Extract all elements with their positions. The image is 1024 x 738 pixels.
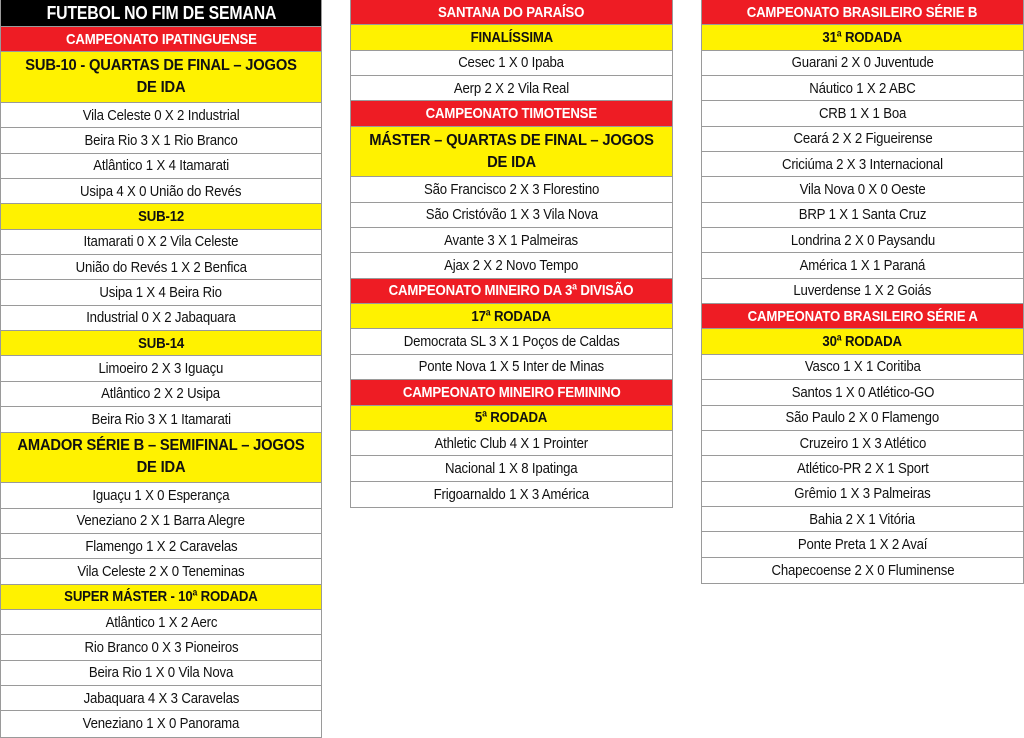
match-row-text: Ponte Nova 1 X 5 Inter de Minas (418, 358, 605, 376)
match-row-text: Jabaquara 4 X 3 Caravelas (83, 689, 239, 707)
match-row (702, 532, 1023, 557)
competition-header (351, 380, 672, 405)
match-row (1, 230, 321, 255)
round-header (1, 331, 321, 356)
match-row-text: Atlântico 2 X 2 Usipa (101, 385, 221, 403)
match-row (351, 355, 672, 380)
match-row (351, 51, 672, 76)
match-row-text: Atlântico 1 X 4 Itamarati (93, 157, 229, 175)
match-row-text: BRP 1 X 1 Santa Cruz (798, 206, 927, 224)
match-row-text: União do Revés 1 X 2 Benfica (75, 258, 247, 276)
match-row-text: São Francisco 2 X 3 Florestino (423, 181, 600, 199)
match-row (702, 177, 1023, 202)
competition-header-text: CAMPEONATO BRASILEIRO SÉRIE B (747, 3, 978, 21)
match-row (1, 128, 321, 153)
match-row-text: Beira Rio 1 X 0 Vila Nova (88, 664, 234, 682)
round-header-text: FINALÍSSIMA (470, 29, 553, 47)
match-row-text: Veneziano 1 X 0 Panorama (82, 715, 240, 733)
match-row-text: Ajax 2 X 2 Novo Tempo (444, 257, 579, 275)
match-row (1, 407, 321, 432)
round-header (702, 329, 1023, 354)
match-row-text: Democrata SL 3 X 1 Poços de Caldas (403, 333, 620, 351)
match-row-text: América 1 X 1 Paraná (799, 257, 926, 275)
match-row-text: Rio Branco 0 X 3 Pioneiros (84, 638, 238, 656)
competition-header-text: CAMPEONATO TIMOTENSE (425, 105, 598, 123)
match-row-text: Veneziano 2 X 1 Barra Alegre (76, 512, 246, 530)
match-row-text: Luverdense 1 X 2 Goiás (793, 282, 932, 300)
match-row (702, 380, 1023, 405)
match-row-text: Athletic Club 4 X 1 Prointer (434, 434, 589, 452)
competition-header (702, 304, 1023, 329)
match-row-text: Usipa 1 X 4 Beira Rio (99, 284, 223, 302)
round-header-text: SUB-14 (138, 334, 184, 352)
match-row (1, 356, 321, 381)
round-header (351, 304, 672, 329)
match-row (351, 177, 672, 202)
competition-header (351, 279, 672, 304)
match-row (1, 686, 321, 711)
match-row-text: Ceará 2 X 2 Figueirense (792, 130, 933, 148)
round-header-text: SUPER MÁSTER - 10ª RODADA (64, 588, 258, 606)
match-row-text: Londrina 2 X 0 Paysandu (790, 231, 935, 249)
match-row (702, 152, 1023, 177)
match-row (1, 154, 321, 179)
round-header-text: 17ª RODADA (471, 307, 552, 325)
match-row-text: Grêmio 1 X 3 Palmeiras (794, 485, 931, 503)
round-header (1, 433, 321, 484)
match-row (351, 482, 672, 507)
match-row-text: Santos 1 X 0 Atlético-GO (791, 383, 934, 401)
match-row-text: CRB 1 X 1 Boa (818, 105, 907, 123)
round-header-text: MÁSTER – QUARTAS DE FINAL – JOGOS DE IDA (369, 131, 654, 171)
match-row (1, 483, 321, 508)
round-header (1, 204, 321, 229)
match-row-text: São Cristóvão 1 X 3 Vila Nova (425, 206, 598, 224)
match-row (702, 406, 1023, 431)
competition-header (351, 101, 672, 126)
column-ipatinguense (0, 0, 322, 738)
match-row-text: Industrial 0 X 2 Jabaquara (86, 309, 236, 327)
competition-header-text: CAMPEONATO IPATINGUENSE (65, 30, 257, 48)
match-row-text: Criciúma 2 X 3 Internacional (782, 155, 943, 173)
page-title (1, 0, 321, 27)
round-header-text: 31ª RODADA (822, 29, 903, 47)
match-row (351, 253, 672, 278)
match-row-text: Bahia 2 X 1 Vitória (809, 510, 916, 528)
match-row (702, 431, 1023, 456)
round-header (1, 585, 321, 610)
match-row-text: Beira Rio 3 X 1 Rio Branco (84, 132, 238, 150)
competition-header-text: CAMPEONATO BRASILEIRO SÉRIE A (747, 307, 978, 325)
round-header (702, 25, 1023, 50)
match-row-text: Beira Rio 3 X 1 Itamarati (91, 410, 231, 428)
match-row-text: Nacional 1 X 8 Ipatinga (445, 459, 578, 477)
match-row (1, 306, 321, 331)
match-row-text: Náutico 1 X 2 ABC (809, 79, 916, 97)
round-header (351, 406, 672, 431)
competition-header-text: SANTANA DO PARAÍSO (438, 3, 585, 21)
match-row (1, 280, 321, 305)
match-row-text: Frigoarnaldo 1 X 3 América (433, 485, 590, 503)
match-row (1, 711, 321, 736)
page-title-text: FUTEBOL NO FIM DE SEMANA (46, 2, 276, 23)
match-row-text: Guarani 2 X 0 Juventude (791, 54, 934, 72)
round-header (1, 52, 321, 103)
round-header (351, 127, 672, 178)
match-row (1, 382, 321, 407)
match-row-text: Aerp 2 X 2 Vila Real (453, 79, 570, 97)
match-row-text: Chapecoense 2 X 0 Fluminense (771, 561, 954, 579)
match-row-text: Atlético-PR 2 X 1 Sport (796, 459, 929, 477)
match-row (1, 509, 321, 534)
match-row (702, 127, 1023, 152)
match-row (702, 507, 1023, 532)
match-row (351, 431, 672, 456)
match-row (1, 534, 321, 559)
round-header-text: AMADOR SÉRIE B – SEMIFINAL – JOGOS DE IDA (17, 437, 305, 477)
match-row (351, 203, 672, 228)
match-row (1, 103, 321, 128)
competition-header (351, 0, 672, 25)
match-row-text: São Paulo 2 X 0 Flamengo (785, 409, 940, 427)
match-row (1, 179, 321, 204)
competition-header-text: CAMPEONATO MINEIRO FEMININO (402, 383, 621, 401)
match-row (702, 228, 1023, 253)
match-row (1, 661, 321, 686)
match-row (702, 253, 1023, 278)
match-row (1, 255, 321, 280)
match-row-text: Iguaçu 1 X 0 Esperança (92, 486, 230, 504)
match-row (702, 279, 1023, 304)
match-row-text: Cruzeiro 1 X 3 Atlético (799, 434, 926, 452)
match-row (1, 559, 321, 584)
round-header-text: 5ª RODADA (475, 409, 548, 427)
round-header-text: SUB-10 - QUARTAS DE FINAL – JOGOS DE IDA (25, 57, 297, 97)
match-row (702, 482, 1023, 507)
competition-header (1, 27, 321, 52)
round-header-text: SUB-12 (138, 208, 184, 226)
match-row-text: Itamarati 0 X 2 Vila Celeste (83, 233, 239, 251)
round-header-text: 30ª RODADA (822, 333, 903, 351)
round-header (351, 25, 672, 50)
match-row (351, 228, 672, 253)
match-row-text: Flamengo 1 X 2 Caravelas (84, 537, 238, 555)
match-row (702, 51, 1023, 76)
match-row-text: Vila Nova 0 X 0 Oeste (799, 181, 926, 199)
match-row (702, 76, 1023, 101)
match-row (1, 635, 321, 660)
match-row-text: Usipa 4 X 0 União do Revés (80, 182, 242, 200)
column-brasileiro (701, 0, 1024, 584)
match-row (1, 610, 321, 635)
match-row-text: Avante 3 X 1 Palmeiras (444, 231, 579, 249)
match-row-text: Limoeiro 2 X 3 Iguaçu (98, 360, 224, 378)
match-row-text: Cesec 1 X 0 Ipaba (458, 54, 565, 72)
match-row (351, 76, 672, 101)
competition-header (702, 0, 1023, 25)
match-row (351, 329, 672, 354)
match-row (702, 558, 1023, 583)
match-row-text: Vasco 1 X 1 Coritiba (804, 358, 921, 376)
match-row (702, 456, 1023, 481)
match-row-text: Vila Celeste 0 X 2 Industrial (82, 106, 240, 124)
match-row-text: Atlântico 1 X 2 Aerc (105, 613, 217, 631)
match-row (702, 101, 1023, 126)
match-row-text: Ponte Preta 1 X 2 Avaí (797, 535, 928, 553)
column-regional (350, 0, 673, 508)
match-row (351, 456, 672, 481)
match-row (702, 355, 1023, 380)
match-row-text: Vila Celeste 2 X 0 Teneminas (77, 562, 245, 580)
match-row (702, 203, 1023, 228)
competition-header-text: CAMPEONATO MINEIRO DA 3ª DIVISÃO (389, 282, 634, 300)
